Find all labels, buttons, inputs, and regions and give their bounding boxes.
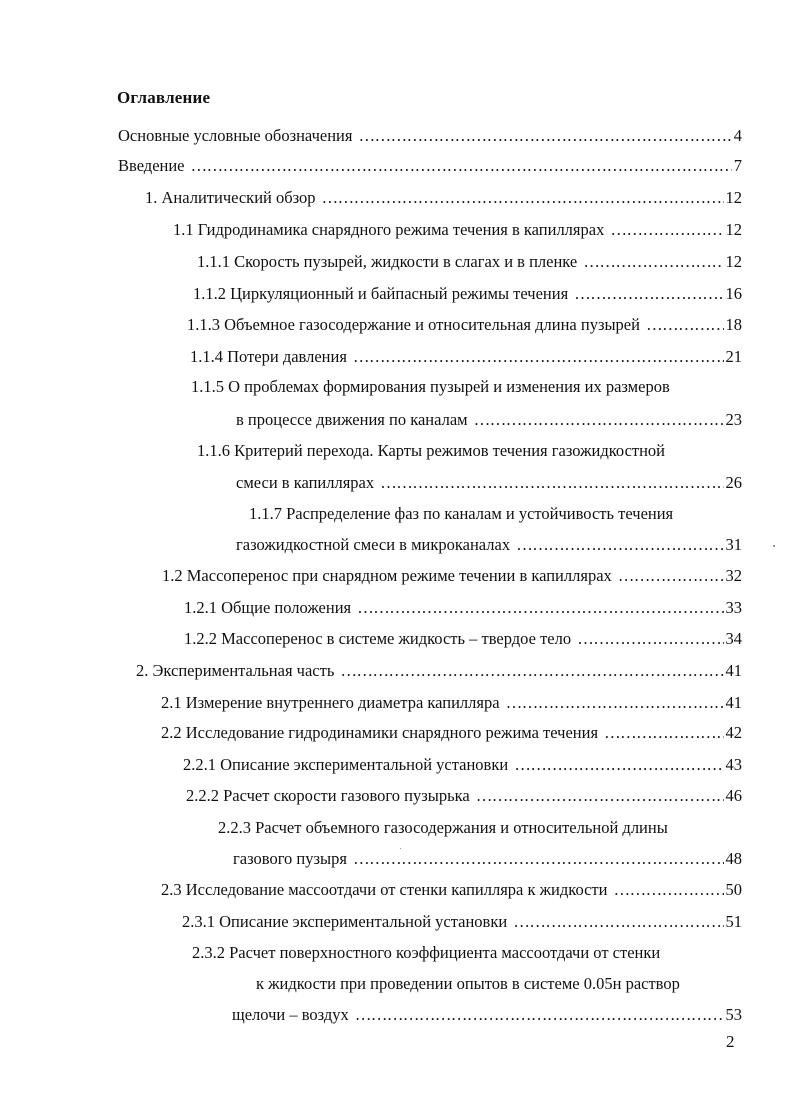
toc-entry[interactable]: [161, 879, 742, 901]
toc-entry-text: 1.1.2 Циркуляционный и байпасный режимы течения: [193, 284, 569, 303]
toc-entry-text: 1.2 Массоперенос при снарядном режиме течении в капиллярах: [162, 566, 612, 585]
toc-entry[interactable]: [184, 597, 742, 619]
toc-entry[interactable]: [190, 346, 742, 368]
toc-entry-text: 1. Аналитический обзор: [145, 188, 316, 207]
toc-entry-text: 2.2.1 Описание экспериментальной установки: [183, 755, 509, 774]
toc-title: Оглавление: [117, 88, 211, 107]
toc-entry-page: 48: [725, 849, 742, 868]
toc-entry-text-continued: смеси в капиллярах: [236, 473, 375, 492]
toc-entry-page: 23: [725, 410, 742, 429]
toc-entry-page: 12: [725, 220, 742, 239]
toc-entry-text: 1.2.1 Общие положения: [184, 598, 352, 617]
toc-entry-page: 21: [725, 347, 742, 366]
toc-entry[interactable]: [236, 472, 742, 494]
toc-entry-text: 1.2.2 Массоперенос в системе жидкость – твердое тело: [184, 629, 572, 648]
toc-entry-page: 41: [725, 693, 742, 712]
toc-entry[interactable]: [186, 785, 742, 807]
toc-entry[interactable]: [118, 155, 742, 177]
toc-entry-page: 51: [725, 912, 742, 931]
toc-entry-page: 34: [725, 629, 742, 648]
toc-entry-page: 31: [725, 535, 742, 554]
toc-entry-text: 2. Экспериментальная часть: [136, 661, 335, 680]
toc-entry-page: 42: [725, 723, 742, 742]
toc-entry[interactable]: [184, 628, 742, 650]
toc-entry-page: 12: [725, 252, 742, 271]
toc-entry-text[interactable]: 1.1.6 Критерий перехода. Карты режимов течения газожидкостной: [197, 441, 666, 460]
toc-entry[interactable]: [197, 251, 742, 273]
toc-entry-text[interactable]: 1.1.5 О проблемах формирования пузырей и изменения их размеров: [191, 377, 670, 396]
toc-entry[interactable]: [145, 187, 742, 209]
toc-entry-page: 7: [733, 156, 742, 175]
toc-entry-text: 2.2.2 Расчет скорости газового пузырька: [186, 786, 470, 805]
toc-entry-text: 1.1 Гидродинамика снарядного режима течения в капиллярах: [173, 220, 605, 239]
toc-entry[interactable]: [118, 125, 742, 147]
toc-entry-page: 41: [725, 661, 742, 680]
toc-entry[interactable]: [193, 283, 742, 305]
toc-entry-text-continued: газожидкостной смеси в микроканалах: [236, 535, 511, 554]
toc-entry[interactable]: [161, 692, 742, 714]
toc-entry[interactable]: [173, 219, 742, 241]
toc-entry-text[interactable]: 1.1.7 Распределение фаз по каналам и устойчивость течения: [249, 504, 674, 523]
toc-entry-text: 2.3.1 Описание экспериментальной установки: [182, 912, 508, 931]
toc-entry-page: 18: [725, 315, 742, 334]
toc-entry[interactable]: [182, 911, 742, 933]
toc-entry-text: 1.1.3 Объемное газосодержание и относительная длина пузырей: [187, 315, 640, 334]
toc-entry-page: 4: [733, 126, 742, 145]
scan-speck: [773, 545, 775, 547]
scan-speck: [400, 848, 401, 849]
toc-entry[interactable]: [236, 534, 742, 556]
toc-entry[interactable]: [236, 409, 742, 431]
toc-entry-page: 16: [725, 284, 742, 303]
toc-entry-page: 43: [725, 755, 742, 774]
toc-entry[interactable]: [232, 1004, 742, 1026]
toc-entry[interactable]: [233, 848, 742, 870]
toc-entry-page: 32: [725, 566, 742, 585]
toc-entry-text: 1.1.1 Скорость пузырей, жидкости в слагах и в пленке: [197, 252, 578, 271]
toc-entry[interactable]: [136, 660, 742, 682]
toc-entry-text-continued: к жидкости при проведении опытов в системе 0.05н раствор: [256, 974, 680, 993]
toc-entry-text-continued: газового пузыря: [233, 849, 347, 868]
toc-entry-text: 1.1.4 Потери давления: [190, 347, 347, 366]
toc-entry-page: 53: [725, 1005, 742, 1024]
toc-entry-page: 46: [725, 786, 742, 805]
toc-entry-page: 50: [725, 880, 742, 899]
toc-entry[interactable]: [161, 722, 742, 744]
toc-entry-text[interactable]: 2.2.3 Расчет объемного газосодержания и относительной длины: [218, 818, 668, 837]
toc-entry-text: Основные условные обозначения: [118, 126, 353, 145]
toc-entry-page: 26: [725, 473, 742, 492]
toc-entry-page: 12: [725, 188, 742, 207]
toc-entry-text: 2.2 Исследование гидродинамики снарядного режима течения: [161, 723, 599, 742]
toc-entry[interactable]: [183, 754, 742, 776]
toc-entry[interactable]: [162, 565, 742, 587]
toc-entry-text: 2.3 Исследование массоотдачи от стенки капилляра к жидкости: [161, 880, 608, 899]
toc-entry-text: 2.1 Измерение внутреннего диаметра капилляра: [161, 693, 500, 712]
toc-entry-text-continued: щелочи – воздух: [232, 1005, 349, 1024]
toc-entry-text: Введение: [118, 156, 185, 175]
toc-entry-text-continued: в процессе движения по каналам: [236, 410, 468, 429]
toc-entry[interactable]: [187, 314, 742, 336]
page-number: 2: [726, 1032, 735, 1051]
toc-entry-text[interactable]: 2.3.2 Расчет поверхностного коэффициента массоотдачи от стенки: [192, 943, 661, 962]
toc-entry-page: 33: [725, 598, 742, 617]
